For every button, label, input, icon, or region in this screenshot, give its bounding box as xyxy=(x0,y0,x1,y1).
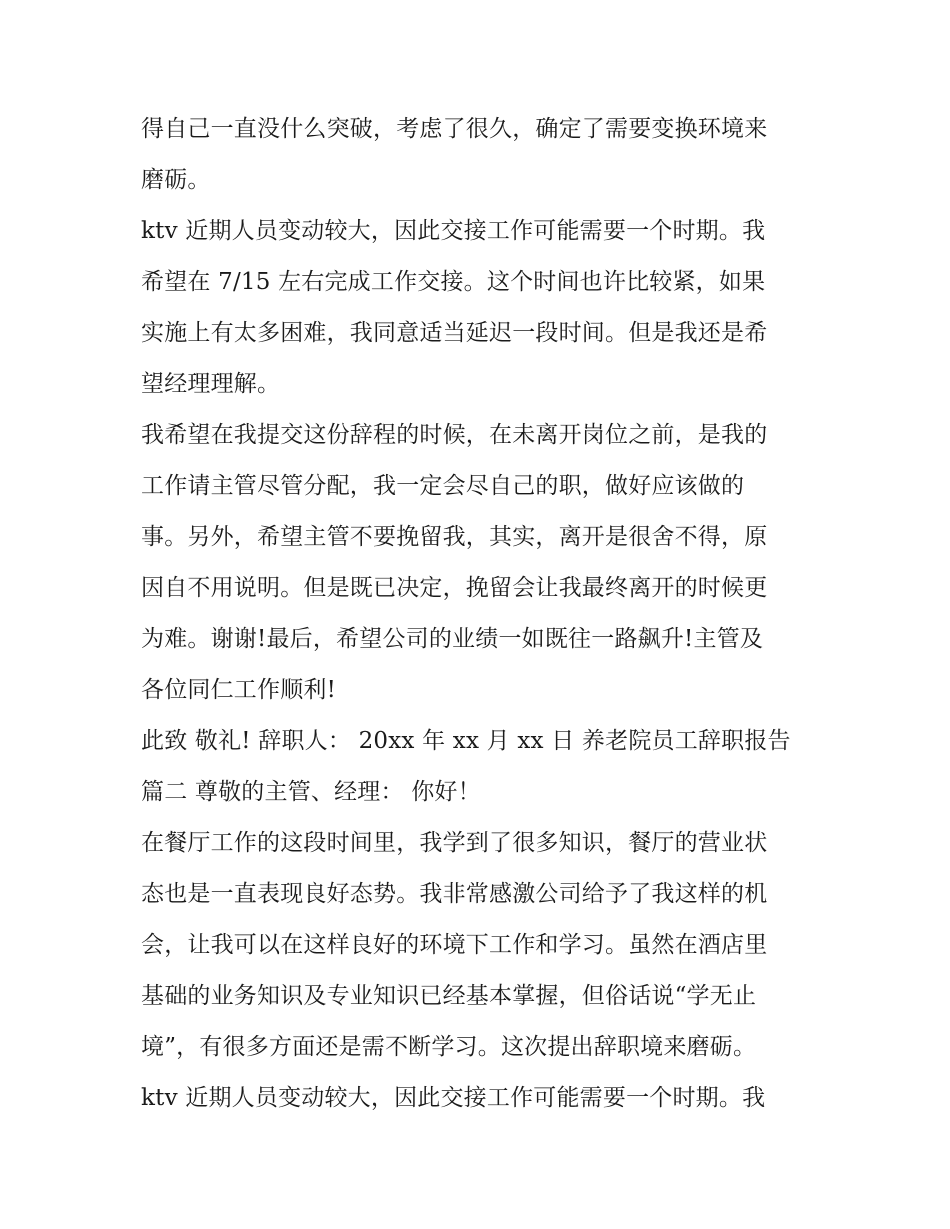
text-line: 基础的业务知识及专业知识已经基本掌握，但俗话说“学无止 xyxy=(141,983,757,1009)
text-line: 各位同仁工作顺利! xyxy=(141,677,337,703)
text-line: 为难。谢谢!最后，希望公司的业绩一如既往一路飙升!主管及 xyxy=(141,626,764,652)
text-line: 此致 敬礼! 辞职人： 20xx 年 xx 月 xx 日 养老院员工辞职报告 xyxy=(141,728,791,754)
text-line: 得自己一直没什么突破，考虑了很久，确定了需要变换环境来 xyxy=(141,116,768,142)
text-line: ktv 近期人员变动较大，因此交接工作可能需要一个时期。我 xyxy=(141,218,766,244)
text-line: 篇二 尊敬的主管、经理： 你好！ xyxy=(141,779,481,805)
text-line: 在餐厅工作的这段时间里，我学到了很多知识，餐厅的营业状 xyxy=(141,830,768,856)
text-line: 事。另外，希望主管不要挽留我，其实，离开是很舍不得，原 xyxy=(141,524,768,550)
document-body xyxy=(141,104,821,1124)
text-line: 望经理理解。 xyxy=(141,371,281,397)
text-line: 我希望在我提交这份辞程的时候，在未离开岗位之前，是我的 xyxy=(141,422,768,448)
text-line: 态也是一直表现良好态势。我非常感激公司给予了我这样的机 xyxy=(141,881,768,907)
text-line: 希望在 7/15 左右完成工作交接。这个时间也许比较紧，如果 xyxy=(141,269,766,295)
text-line: ktv 近期人员变动较大，因此交接工作可能需要一个时期。我 xyxy=(141,1085,766,1111)
text-line: 会，让我可以在这样良好的环境下工作和学习。虽然在酒店里 xyxy=(141,932,768,958)
text-line: 因自不用说明。但是既已决定，挽留会让我最终离开的时候更 xyxy=(141,575,768,601)
text-line: 实施上有太多困难，我同意适当延迟一段时间。但是我还是希 xyxy=(141,320,768,346)
text-line: 境”，有很多方面还是需不断学习。这次提出辞职境来磨砺。 xyxy=(141,1034,757,1060)
text-line: 工作请主管尽管分配，我一定会尽自己的职，做好应该做的 xyxy=(141,473,745,499)
text-line: 磨砺。 xyxy=(141,167,211,193)
